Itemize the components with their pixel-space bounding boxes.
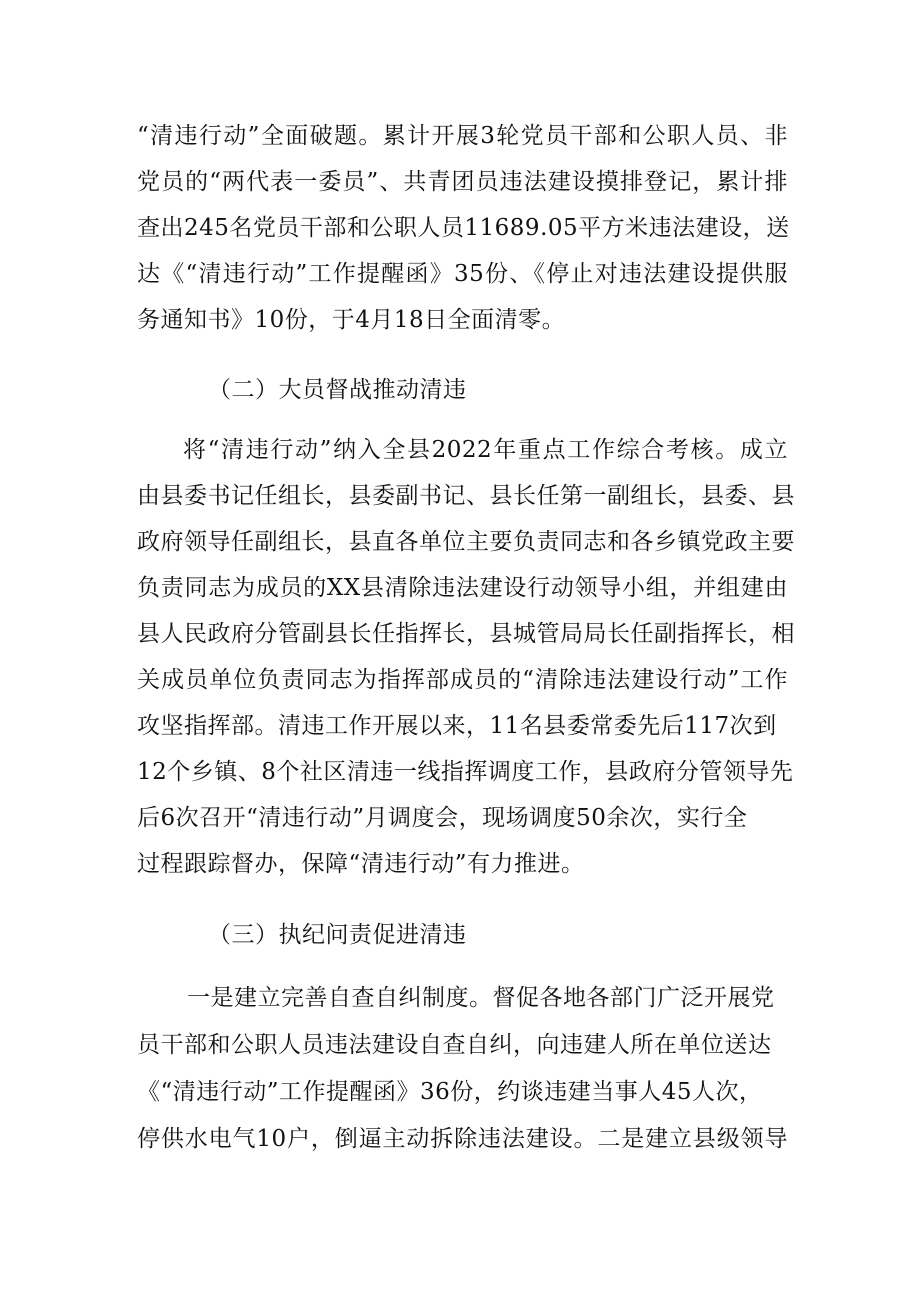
paragraph-line: 务通知书》10份，于4月18日全面清零。 <box>137 307 566 333</box>
paragraph-line: 后6次召开“清违行动”月调度会，现场调度50余次，实行全 <box>137 805 748 831</box>
paragraph-line: 查出245名党员干部和公职人员11689.05平方米违法建设，送 <box>137 215 790 241</box>
paragraph-line: 停供水电气10户，倒逼主动拆除违法建设。二是建立县级领导 <box>137 1126 788 1152</box>
paragraph-line: 攻坚指挥部。清违工作开展以来，11名县委常委先后117次到 <box>137 713 777 739</box>
paragraph-line: “清违行动”全面破题。累计开展3轮党员干部和公职人员、非 <box>137 123 788 149</box>
section-heading-2: （二）大员督战推动清违 <box>208 377 467 403</box>
paragraph-line: 过程跟踪督办，保障“清违行动”有力推进。 <box>137 851 585 877</box>
paragraph-line: 12个乡镇、8个社区清违一线指挥调度工作，县政府分管领导先 <box>137 759 794 785</box>
paragraph-line: 县人民政府分管副县长任指挥长，县城管局局长任副指挥长，相 <box>137 621 795 647</box>
paragraph-line: 负责同志为成员的XX县清除违法建设行动领导小组，并组建由 <box>137 575 788 601</box>
paragraph-line: 《“清违行动”工作提醒函》36份，约谈违建当事人45人次， <box>137 1079 763 1105</box>
paragraph-line: 一是建立完善自查自纠制度。督促各地各部门广泛开展党 <box>187 985 775 1011</box>
paragraph-line: 关成员单位负责同志为指挥部成员的“清除违法建设行动”工作 <box>137 667 788 693</box>
section-heading-3: （三）执纪问责促进清违 <box>208 922 467 948</box>
paragraph-line: 由县委书记任组长，县委副书记、县长任第一副组长，县委、县 <box>137 483 795 509</box>
paragraph-line: 达《“清违行动”工作提醒函》35份、《停止对违法建设提供服 <box>137 261 788 287</box>
paragraph-line: 党员的“两代表一委员”、共青团员违法建设摸排登记，累计排 <box>137 169 788 195</box>
paragraph-line: 员干部和公职人员违法建设自查自纠，向违建人所在单位送达 <box>137 1032 772 1058</box>
paragraph-line: 将“清违行动”纳入全县2022年重点工作综合考核。成立 <box>183 437 788 463</box>
paragraph-line: 政府领导任副组长，县直各单位主要负责同志和各乡镇党政主要 <box>137 529 795 555</box>
